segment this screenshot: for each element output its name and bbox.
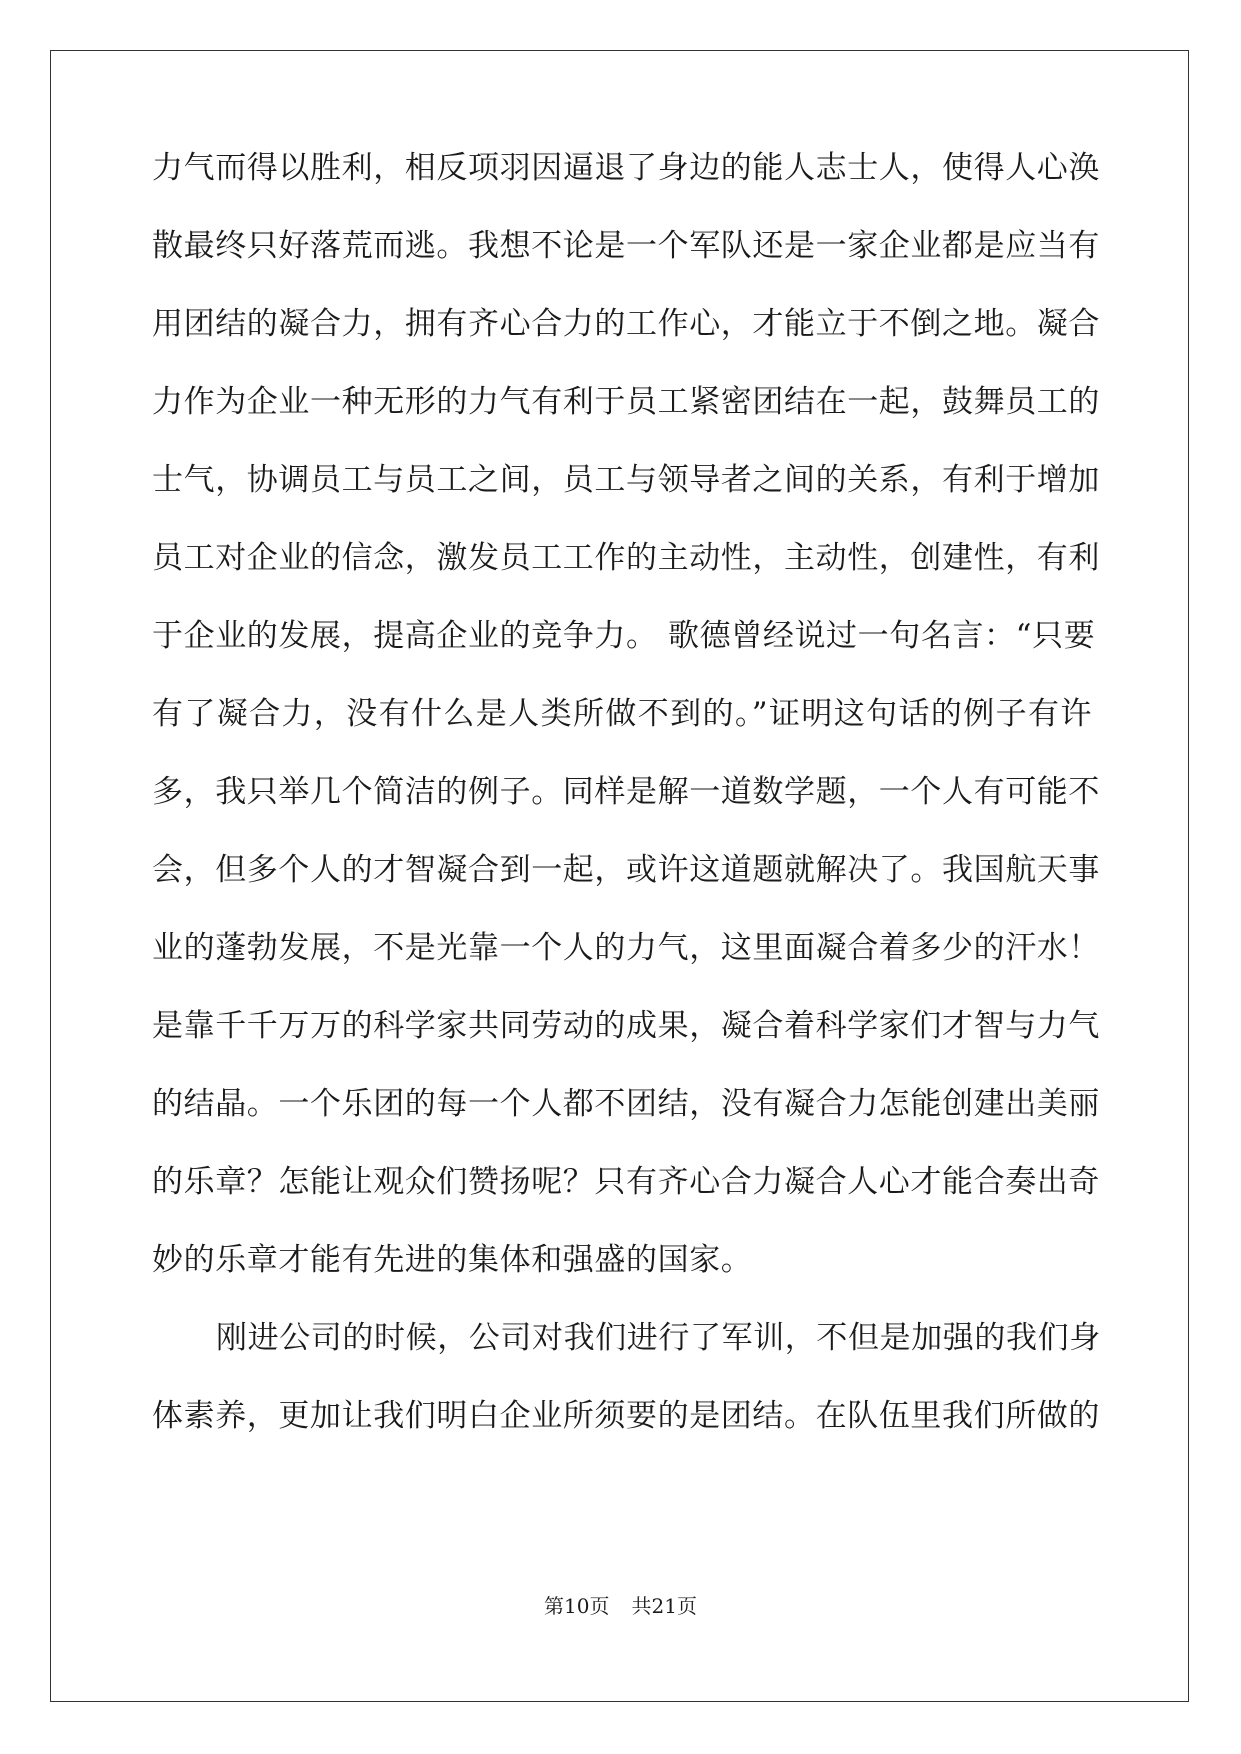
text-line: 力气而得以胜利，相反项羽因逼退了身边的能人志士人，使得人心涣 [152, 150, 1100, 186]
text-line: 多，我只举几个简洁的例子。同样是解一道数学题，一个人有可能不 [152, 774, 1100, 810]
text-line: 的结晶。一个乐团的每一个人都不团结，没有凝合力怎能创建出美丽 [152, 1086, 1100, 1122]
page-footer [0, 1590, 1241, 1619]
text-line: 体素养，更加让我们明白企业所须要的是团结。在队伍里我们所做的 [152, 1398, 1100, 1434]
page-total: 共21页 [631, 1594, 697, 1618]
text-line-indented: 刚进公司的时候，公司对我们进行了军训，不但是加强的我们身 [216, 1320, 1101, 1356]
text-line: 于企业的发展，提高企业的竞争力。 歌德曾经说过一句名言：“只要 [152, 618, 1096, 654]
page-number: 第10页 [544, 1594, 610, 1618]
text-line: 会，但多个人的才智凝合到一起，或许这道题就解决了。我国航天事 [152, 852, 1100, 888]
text-line: 是靠千千万万的科学家共同劳动的成果，凝合着科学家们才智与力气 [152, 1008, 1100, 1044]
text-line: 有了凝合力，没有什么是人类所做不到的。”证明这句话的例子有许 [152, 696, 1092, 732]
text-line: 妙的乐章才能有先进的集体和强盛的国家。 [152, 1242, 753, 1278]
text-line: 散最终只好落荒而逃。我想不论是一个军队还是一家企业都是应当有 [152, 228, 1100, 264]
text-line: 业的蓬勃发展，不是光靠一个人的力气，这里面凝合着多少的汗水！ [152, 930, 1100, 966]
text-line: 员工对企业的信念，激发员工工作的主动性，主动性，创建性，有利 [152, 540, 1100, 576]
text-line: 力作为企业一种无形的力气有利于员工紧密团结在一起，鼓舞员工的 [152, 384, 1100, 420]
text-line: 的乐章？怎能让观众们赞扬呢？只有齐心合力凝合人心才能合奏出奇 [152, 1164, 1100, 1200]
text-line: 用团结的凝合力，拥有齐心合力的工作心，才能立于不倒之地。凝合 [152, 306, 1100, 342]
text-line: 士气，协调员工与员工之间，员工与领导者之间的关系，有利于增加 [152, 462, 1100, 498]
